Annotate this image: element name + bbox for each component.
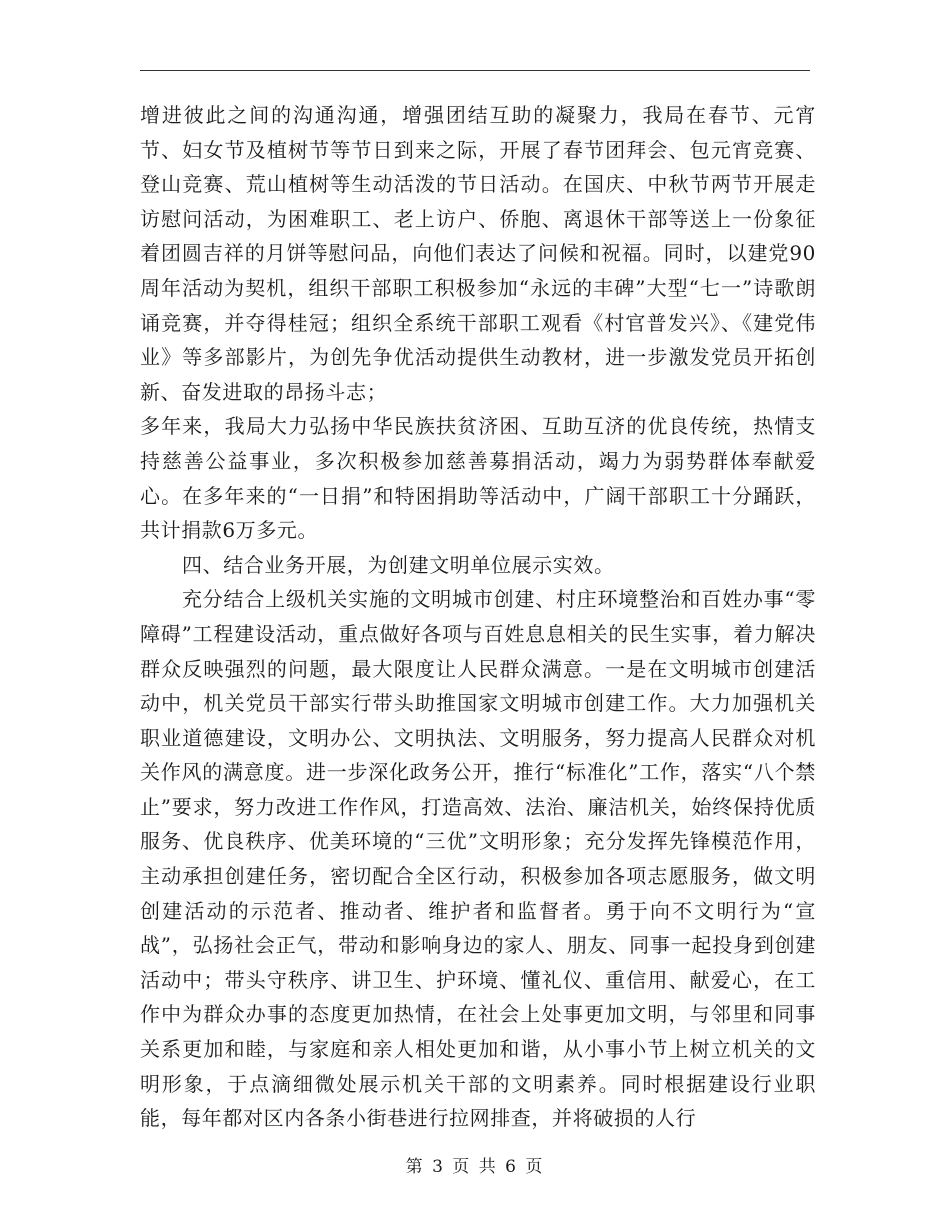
section-heading-4: 四、结合业务开展，为创建文明单位展示实效。 xyxy=(182,552,615,577)
header-rule xyxy=(140,70,810,71)
paragraph-1: 增进彼此之间的沟通沟通，增强团结互助的凝聚力，我局在春节、元宵节、妇女节及植树节等节日到来之际，开展了春节团拜会、包元宵竞赛、登山竞赛、荒山植树等生动活泼的节日活动。在国庆、中秋节两节开展走访慰问活动，为困难职工、老上访户、侨胞、离退休干部等送上一份象征着团圆吉祥的月饼等慰问品，向他们表达了问候和祝福。同时，以建党90周年活动为契机，组织干部职工积极参加“永远的丰碑”大型“七一”诗歌朗诵竞赛，并夺得桂冠；组织全系统干部职工观看《村官普发兴》、《建党伟业》等多部影片，为创先争优活动提供生动教材，进一步激发党员开拓创新、奋发进取的昂扬斗志； xyxy=(140,103,816,404)
paragraph-3: 充分结合上级机关实施的文明城市创建、村庄环境整治和百姓办事“零障碍”工程建设活动，重点做好各项与百姓息息相关的民生实事，着力解决群众反映强烈的问题，最大限度让人民群众满意。一是在文明城市创建活动中，机关党员干部实行带头助推国家文明城市创建工作。大力加强机关职业道德建设，文明办公、文明执法、文明服务，努力提高人民群众对机关作风的满意度。进一步深化政务公开，推行“标准化”工作，落实“八个禁止”要求，努力改进工作作风，打造高效、法治、廉洁机关，始终保持优质服务、优良秩序、优美环境的“三优”文明形象；充分发挥先锋模范作用，主动承担创建任务，密切配合全区行动，积极参加各项志愿服务，做文明创建活动的示范者、推动者、维护者和监督者。勇于向不文明行为“宣战”，弘扬社会正气，带动和影响身边的家人、朋友、同事一起投身到创建活动中；带头守秩序、讲卫生、护环境、懂礼仪、重信用、献爱心，在工作中为群众办事的态度更加热情，在社会上处事更加文明，与邻里和同事关系更加和睦，与家庭和亲人相处更加和谐，从小事小节上树立机关的文明形象，于点滴细微处展示机关干部的文明素养。同时根据建设行业职能，每年都对区内各条小街巷进行拉网排查，并将破损的人行 xyxy=(140,587,816,1131)
page-number-indicator: 第 3 页 共 6 页 xyxy=(405,1157,545,1177)
page-footer xyxy=(0,1152,950,1177)
paragraph-2: 多年来，我局大力弘扬中华民族扶贫济困、互助互济的优良传统，热情支持慈善公益事业，多次积极参加慈善募捐活动，竭力为弱势群体奉献爱心。在多年来的“一日捐”和特困捐助等活动中，广阔干部职工十分踊跃，共计捐款6万多元。 xyxy=(140,414,816,543)
document-body xyxy=(140,98,816,1136)
